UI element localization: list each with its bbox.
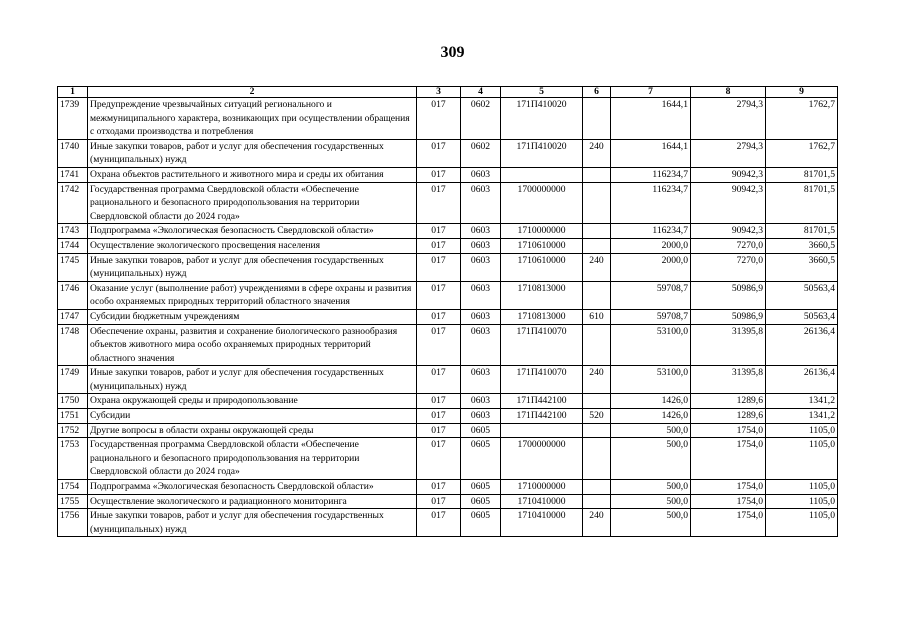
row-name: Охрана объектов растительного и животного мира и среды их обитания <box>88 167 417 182</box>
row-name: Предупреждение чрезвычайных ситуаций регионального и межмуниципального характера, возникающих при осуществлении обращения с отходами производства и потребления <box>88 98 417 140</box>
expense-type-code <box>583 438 611 480</box>
expense-type-code: 240 <box>583 139 611 167</box>
table-row <box>58 253 838 281</box>
column-header: 9 <box>766 87 838 98</box>
target-article-code: 1710410000 <box>501 494 583 509</box>
section-code: 0605 <box>461 509 501 537</box>
expense-type-code <box>583 182 611 224</box>
row-number: 1746 <box>58 281 88 309</box>
ministry-code: 017 <box>417 253 461 281</box>
amount-year-3: 50563,4 <box>766 309 838 324</box>
column-header: 3 <box>417 87 461 98</box>
amount-year-1: 500,0 <box>611 494 691 509</box>
amount-year-3: 3660,5 <box>766 253 838 281</box>
amount-year-3: 1105,0 <box>766 438 838 480</box>
amount-year-1: 1426,0 <box>611 409 691 424</box>
amount-year-2: 31395,8 <box>691 324 766 366</box>
amount-year-3: 1762,7 <box>766 139 838 167</box>
amount-year-3: 1341,2 <box>766 394 838 409</box>
section-code: 0603 <box>461 253 501 281</box>
amount-year-3: 81701,5 <box>766 224 838 239</box>
amount-year-3: 81701,5 <box>766 167 838 182</box>
amount-year-2: 1754,0 <box>691 438 766 480</box>
row-number: 1753 <box>58 438 88 480</box>
column-header: 4 <box>461 87 501 98</box>
ministry-code: 017 <box>417 309 461 324</box>
ministry-code: 017 <box>417 394 461 409</box>
amount-year-3: 26136,4 <box>766 366 838 394</box>
row-number: 1744 <box>58 238 88 253</box>
amount-year-1: 116234,7 <box>611 224 691 239</box>
expense-type-code <box>583 480 611 495</box>
expense-type-code <box>583 238 611 253</box>
row-name: Подпрограмма «Экологическая безопасность Свердловской области» <box>88 224 417 239</box>
expense-type-code: 610 <box>583 309 611 324</box>
amount-year-2: 50986,9 <box>691 309 766 324</box>
row-name: Охрана окружающей среды и природопользование <box>88 394 417 409</box>
target-article-code: 1710000000 <box>501 224 583 239</box>
amount-year-2: 1754,0 <box>691 480 766 495</box>
target-article-code: 1710813000 <box>501 309 583 324</box>
table-row <box>58 394 838 409</box>
amount-year-1: 59708,7 <box>611 281 691 309</box>
amount-year-2: 7270,0 <box>691 253 766 281</box>
table-row <box>58 98 838 140</box>
amount-year-2: 1289,6 <box>691 394 766 409</box>
row-name: Обеспечение охраны, развития и сохранение биологического разнообразия объектов животного мира особо охраняемых природных территорий областного значения <box>88 324 417 366</box>
section-code: 0605 <box>461 494 501 509</box>
section-code: 0603 <box>461 281 501 309</box>
table-row <box>58 182 838 224</box>
ministry-code: 017 <box>417 238 461 253</box>
ministry-code: 017 <box>417 182 461 224</box>
section-code: 0603 <box>461 182 501 224</box>
row-number: 1739 <box>58 98 88 140</box>
row-name: Государственная программа Свердловской области «Обеспечение рационального и безопасного природопользования на территории Свердловской области до 2024 года» <box>88 438 417 480</box>
table-row <box>58 494 838 509</box>
expense-type-code: 240 <box>583 253 611 281</box>
amount-year-2: 2794,3 <box>691 139 766 167</box>
column-header: 7 <box>611 87 691 98</box>
section-code: 0603 <box>461 394 501 409</box>
target-article-code: 171П410020 <box>501 139 583 167</box>
row-name: Оказание услуг (выполнение работ) учреждениями в сфере охраны и развития особо охраняемых природных территорий областного значения <box>88 281 417 309</box>
ministry-code: 017 <box>417 423 461 438</box>
column-header: 5 <box>501 87 583 98</box>
expense-type-code <box>583 494 611 509</box>
target-article-code: 171П410070 <box>501 324 583 366</box>
row-number: 1752 <box>58 423 88 438</box>
table-row <box>58 480 838 495</box>
amount-year-2: 50986,9 <box>691 281 766 309</box>
row-number: 1754 <box>58 480 88 495</box>
amount-year-2: 1289,6 <box>691 409 766 424</box>
row-number: 1743 <box>58 224 88 239</box>
target-article-code: 1700000000 <box>501 438 583 480</box>
amount-year-3: 1105,0 <box>766 509 838 537</box>
ministry-code: 017 <box>417 139 461 167</box>
amount-year-1: 116234,7 <box>611 167 691 182</box>
expense-type-code <box>583 167 611 182</box>
target-article-code: 1710813000 <box>501 281 583 309</box>
expense-type-code <box>583 394 611 409</box>
amount-year-3: 1105,0 <box>766 494 838 509</box>
page-number: 309 <box>440 44 465 61</box>
amount-year-1: 1426,0 <box>611 394 691 409</box>
amount-year-1: 116234,7 <box>611 182 691 224</box>
row-number: 1747 <box>58 309 88 324</box>
row-number: 1745 <box>58 253 88 281</box>
column-header: 2 <box>88 87 417 98</box>
row-number: 1756 <box>58 509 88 537</box>
row-name: Иные закупки товаров, работ и услуг для обеспечения государственных (муниципальных) нужд <box>88 366 417 394</box>
row-name: Иные закупки товаров, работ и услуг для обеспечения государственных (муниципальных) нужд <box>88 509 417 537</box>
section-code: 0602 <box>461 139 501 167</box>
ministry-code: 017 <box>417 366 461 394</box>
amount-year-3: 1105,0 <box>766 480 838 495</box>
expense-type-code <box>583 224 611 239</box>
amount-year-1: 500,0 <box>611 509 691 537</box>
target-article-code: 1710610000 <box>501 238 583 253</box>
ministry-code: 017 <box>417 281 461 309</box>
ministry-code: 017 <box>417 494 461 509</box>
row-number: 1750 <box>58 394 88 409</box>
target-article-code <box>501 167 583 182</box>
amount-year-1: 53100,0 <box>611 366 691 394</box>
table-row <box>58 366 838 394</box>
amount-year-1: 500,0 <box>611 480 691 495</box>
target-article-code: 171П410020 <box>501 98 583 140</box>
ministry-code: 017 <box>417 409 461 424</box>
row-name: Иные закупки товаров, работ и услуг для обеспечения государственных (муниципальных) нужд <box>88 139 417 167</box>
table-row <box>58 324 838 366</box>
target-article-code: 1710410000 <box>501 509 583 537</box>
ministry-code: 017 <box>417 167 461 182</box>
expense-type-code <box>583 98 611 140</box>
table-row <box>58 167 838 182</box>
row-name: Субсидии <box>88 409 417 424</box>
amount-year-1: 1644,1 <box>611 98 691 140</box>
ministry-code: 017 <box>417 224 461 239</box>
amount-year-3: 1341,2 <box>766 409 838 424</box>
table-header-row <box>58 87 838 98</box>
column-header: 6 <box>583 87 611 98</box>
ministry-code: 017 <box>417 480 461 495</box>
table-row <box>58 423 838 438</box>
amount-year-3: 1105,0 <box>766 423 838 438</box>
amount-year-1: 59708,7 <box>611 309 691 324</box>
ministry-code: 017 <box>417 509 461 537</box>
row-name: Субсидии бюджетным учреждениям <box>88 309 417 324</box>
amount-year-2: 1754,0 <box>691 509 766 537</box>
amount-year-3: 1762,7 <box>766 98 838 140</box>
ministry-code: 017 <box>417 98 461 140</box>
target-article-code: 171П442100 <box>501 394 583 409</box>
section-code: 0603 <box>461 224 501 239</box>
row-name: Государственная программа Свердловской области «Обеспечение рационального и безопасного природопользования на территории Свердловской области до 2024 года» <box>88 182 417 224</box>
expense-type-code <box>583 423 611 438</box>
section-code: 0605 <box>461 438 501 480</box>
table-row <box>58 281 838 309</box>
amount-year-2: 1754,0 <box>691 494 766 509</box>
target-article-code <box>501 423 583 438</box>
expense-type-code: 240 <box>583 509 611 537</box>
amount-year-3: 81701,5 <box>766 182 838 224</box>
table-row <box>58 509 838 537</box>
column-header: 8 <box>691 87 766 98</box>
section-code: 0603 <box>461 409 501 424</box>
section-code: 0605 <box>461 423 501 438</box>
amount-year-2: 31395,8 <box>691 366 766 394</box>
amount-year-2: 90942,3 <box>691 182 766 224</box>
amount-year-1: 53100,0 <box>611 324 691 366</box>
row-number: 1749 <box>58 366 88 394</box>
table-body <box>58 98 838 537</box>
ministry-code: 017 <box>417 438 461 480</box>
target-article-code: 171П410070 <box>501 366 583 394</box>
amount-year-1: 2000,0 <box>611 238 691 253</box>
section-code: 0603 <box>461 238 501 253</box>
target-article-code: 1710610000 <box>501 253 583 281</box>
budget-table <box>57 86 838 537</box>
section-code: 0605 <box>461 480 501 495</box>
amount-year-2: 90942,3 <box>691 167 766 182</box>
row-number: 1741 <box>58 167 88 182</box>
amount-year-2: 90942,3 <box>691 224 766 239</box>
table-row <box>58 139 838 167</box>
row-name: Осуществление экологического просвещения населения <box>88 238 417 253</box>
table-row <box>58 438 838 480</box>
amount-year-3: 3660,5 <box>766 238 838 253</box>
row-name: Другие вопросы в области охраны окружающей среды <box>88 423 417 438</box>
amount-year-2: 7270,0 <box>691 238 766 253</box>
section-code: 0603 <box>461 167 501 182</box>
section-code: 0603 <box>461 309 501 324</box>
row-name: Подпрограмма «Экологическая безопасность Свердловской области» <box>88 480 417 495</box>
target-article-code: 171П442100 <box>501 409 583 424</box>
expense-type-code <box>583 281 611 309</box>
table-row <box>58 238 838 253</box>
expense-type-code <box>583 324 611 366</box>
row-number: 1748 <box>58 324 88 366</box>
row-number: 1742 <box>58 182 88 224</box>
amount-year-2: 2794,3 <box>691 98 766 140</box>
row-name: Осуществление экологического и радиационного мониторинга <box>88 494 417 509</box>
amount-year-1: 500,0 <box>611 438 691 480</box>
expense-type-code: 240 <box>583 366 611 394</box>
row-number: 1751 <box>58 409 88 424</box>
ministry-code: 017 <box>417 324 461 366</box>
row-number: 1755 <box>58 494 88 509</box>
table-row <box>58 309 838 324</box>
amount-year-1: 500,0 <box>611 423 691 438</box>
section-code: 0603 <box>461 366 501 394</box>
target-article-code: 1710000000 <box>501 480 583 495</box>
amount-year-3: 26136,4 <box>766 324 838 366</box>
section-code: 0602 <box>461 98 501 140</box>
amount-year-3: 50563,4 <box>766 281 838 309</box>
amount-year-2: 1754,0 <box>691 423 766 438</box>
expense-type-code: 520 <box>583 409 611 424</box>
amount-year-1: 2000,0 <box>611 253 691 281</box>
section-code: 0603 <box>461 324 501 366</box>
table-row <box>58 224 838 239</box>
row-name: Иные закупки товаров, работ и услуг для обеспечения государственных (муниципальных) нужд <box>88 253 417 281</box>
column-header: 1 <box>58 87 88 98</box>
table-row <box>58 409 838 424</box>
amount-year-1: 1644,1 <box>611 139 691 167</box>
row-number: 1740 <box>58 139 88 167</box>
target-article-code: 1700000000 <box>501 182 583 224</box>
